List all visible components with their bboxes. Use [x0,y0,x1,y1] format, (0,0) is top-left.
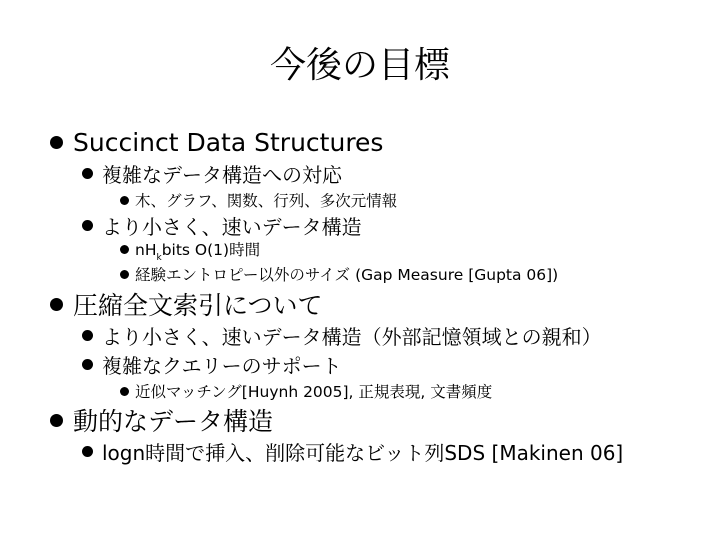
bullet-dot [120,245,129,254]
bullet-dot [120,270,129,279]
bullet-text: より小さく、速いデータ構造 [102,214,362,239]
bits-text: bits O(1)時間 [161,241,261,259]
bullet-item-smaller-faster [82,212,362,238]
bullet-text: 近似マッチング[Huynh 2005], 正規表現, 文書頻度 [135,383,493,401]
bullet-dot [50,414,63,427]
bullet-dot [82,168,93,179]
bullet-text: 木、グラフ、関数、行列、多次元情報 [135,192,398,210]
bullet-item-succinct [50,126,383,158]
bullet-text: 圧縮全文索引について [73,291,323,320]
bullet-text: Succinct Data Structures [73,127,384,157]
bullet-item-external-memory [82,322,602,348]
bullet-item-complex-structures [82,160,342,186]
bullet-item-sds [82,438,623,464]
bullet-text: 複雑なクエリーのサポート [102,353,342,378]
bullet-text: より小さく、速いデータ構造（外部記憶領域との親和） [102,324,602,349]
nh-text: nH [135,241,157,259]
bullet-dot [82,446,93,457]
bullet-item-compressed-index [50,288,323,320]
bullet-item-dynamic [50,404,273,436]
bullet-item-nhk-bits [120,238,261,263]
bullet-item-trees-graphs [120,189,397,211]
subscript-k: k [156,253,162,263]
bullet-text [135,238,261,263]
bullet-text: 複雑なデータ構造への対応 [102,162,342,187]
bullet-text: 経験エントロピー以外のサイズ (Gap Measure [Gupta 06]) [135,266,559,284]
bullet-text: 動的なデータ構造 [73,407,274,436]
bullet-dot [82,220,93,231]
bullet-dot [120,196,129,205]
bullet-dot [50,298,63,311]
bullet-dot [82,330,93,341]
bullet-dot [50,136,63,149]
bullet-item-complex-queries [82,351,342,377]
bullet-dot [82,359,93,370]
bullet-text: logn時間で挿入、削除可能なビット列SDS [Makinen 06] [102,440,624,465]
bullet-item-gap-measure [120,263,558,285]
slide-title: 今後の目標 [269,45,450,86]
bullet-item-approx-matching [120,380,492,402]
bullet-dot [120,387,129,396]
